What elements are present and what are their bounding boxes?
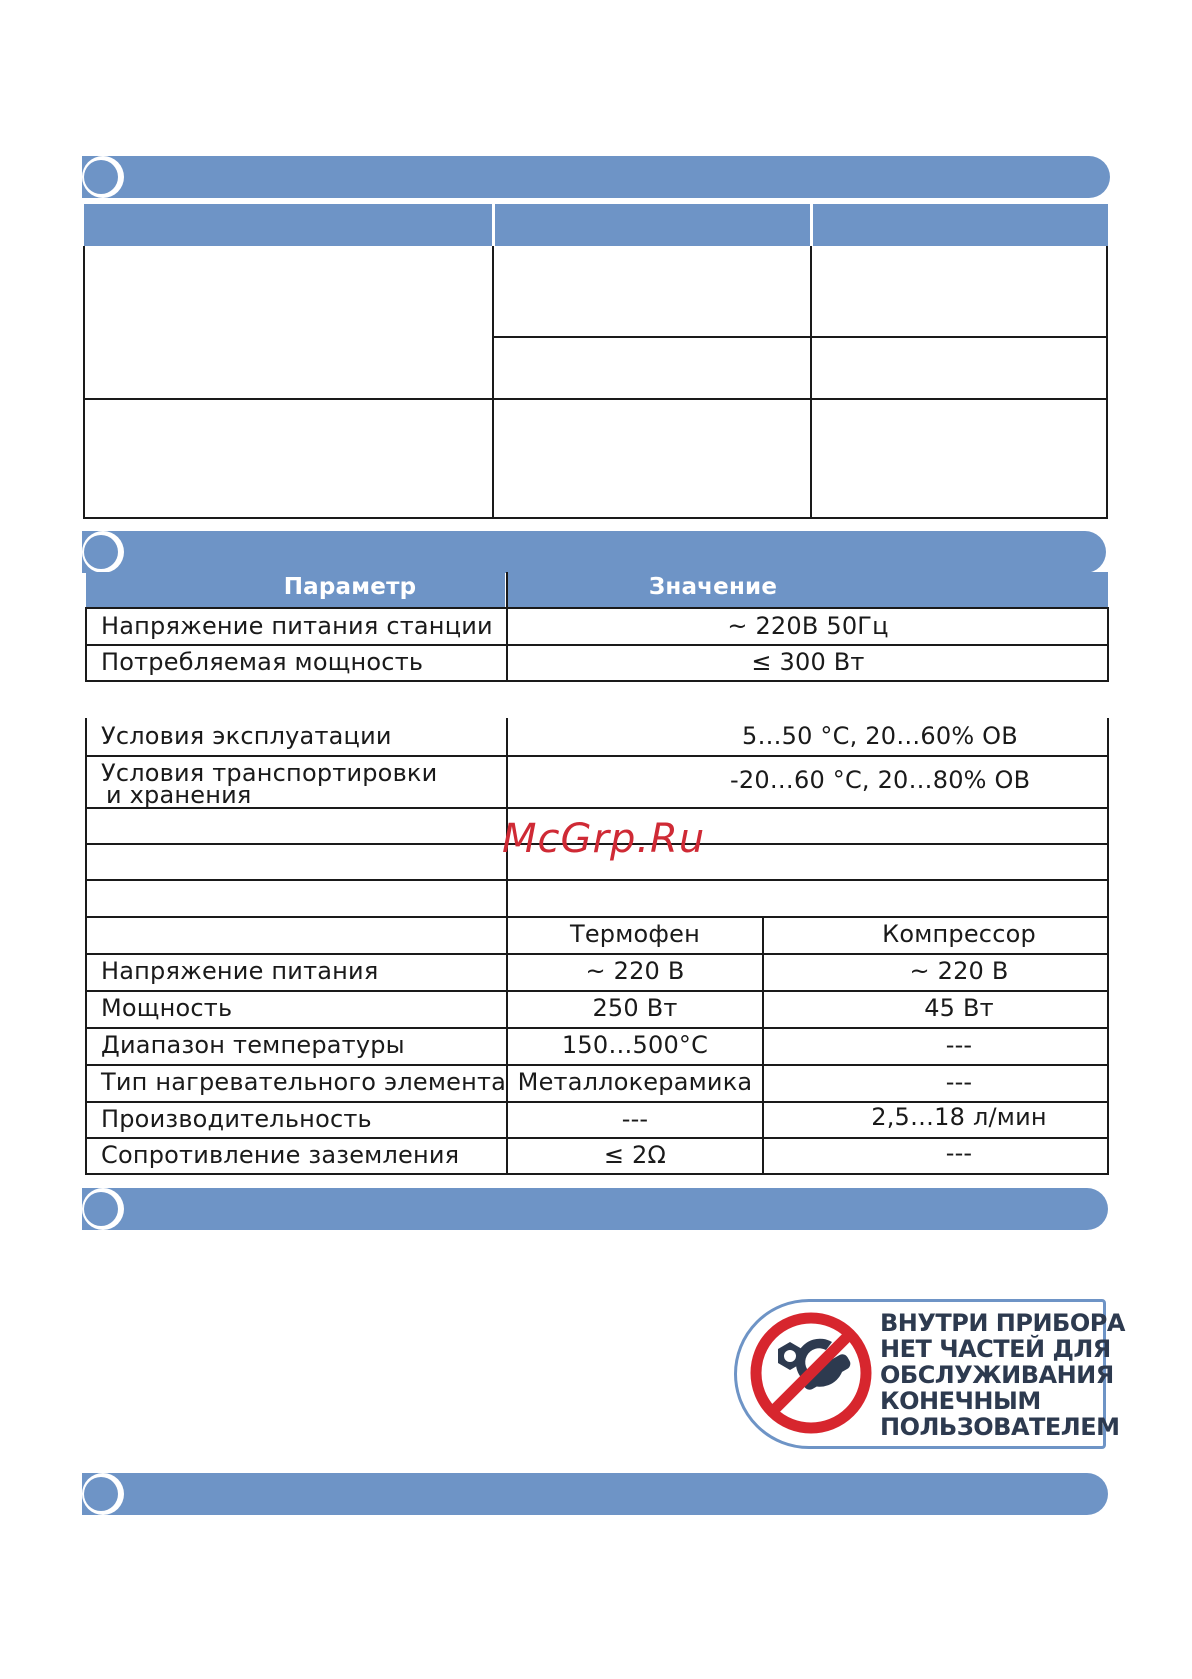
section-band-3 [82,1188,1108,1230]
table-row-value: Металлокерамика [517,1068,753,1096]
table-row-param: Напряжение питания [101,957,379,985]
table-row-value: 150…500°С [561,1031,709,1059]
table-row-value: --- [945,1139,973,1167]
table-row-value: --- [621,1105,649,1133]
section-band-4 [82,1473,1108,1515]
table-row-param: Производительность [101,1105,372,1133]
table-row-param: Потребляемая мощность [101,648,424,676]
bullet-dot-icon [84,1192,118,1226]
table-row-value: ~ 220 В [909,957,1009,985]
table-row-value: ≤ 300 Вт [751,648,865,676]
table-row-param: Тип нагревательного элемента [101,1068,507,1096]
table-row-value: ≤ 2Ω [603,1141,667,1169]
warning-text: ВНУТРИ ПРИБОРА НЕТ ЧАСТЕЙ ДЛЯ ОБСЛУЖИВАНИЯ КОНЕЧНЫМ ПОЛЬЗОВАТЕЛЕМ [880,1309,1125,1441]
table-row-param: Сопротивление заземления [101,1141,460,1169]
table-row-value: 2,5…18 л/мин [871,1103,1047,1131]
table-row-value: 250 Вт [592,994,678,1022]
table-row-param: Условия эксплуатации [101,722,392,750]
table-row-param: Мощность [101,994,233,1022]
watermark: McGrp.Ru [502,816,706,862]
column-header: Компрессор [882,920,1036,948]
bullet-dot-icon [84,535,118,569]
table-row-value: --- [945,1068,973,1096]
no-wrench-icon [744,1306,878,1440]
params-header-value: Значение [648,574,778,600]
table-row-param: Условия транспортировки [101,759,438,787]
table-row-param: и хранения [106,781,252,809]
table-row-value: ~ 220 В [585,957,685,985]
section-band-1 [82,156,1110,198]
bullet-dot-icon [84,1477,118,1511]
column-header: Термофен [569,920,701,948]
params-header-param: Параметр [283,574,417,600]
table-row-value: ~ 220В 50Гц [727,612,889,640]
table-row-value: -20…60 °С, 20…80% ОВ [730,766,1031,794]
table-row-value: 45 Вт [924,994,994,1022]
section-band-2 [82,531,1106,573]
table-row-value: 5…50 °С, 20…60% ОВ [742,722,1018,750]
table-row-param: Диапазон температуры [101,1031,405,1059]
table-row-value: --- [945,1031,973,1059]
table-row-param: Напряжение питания станции [101,612,493,640]
bullet-dot-icon [84,160,118,194]
